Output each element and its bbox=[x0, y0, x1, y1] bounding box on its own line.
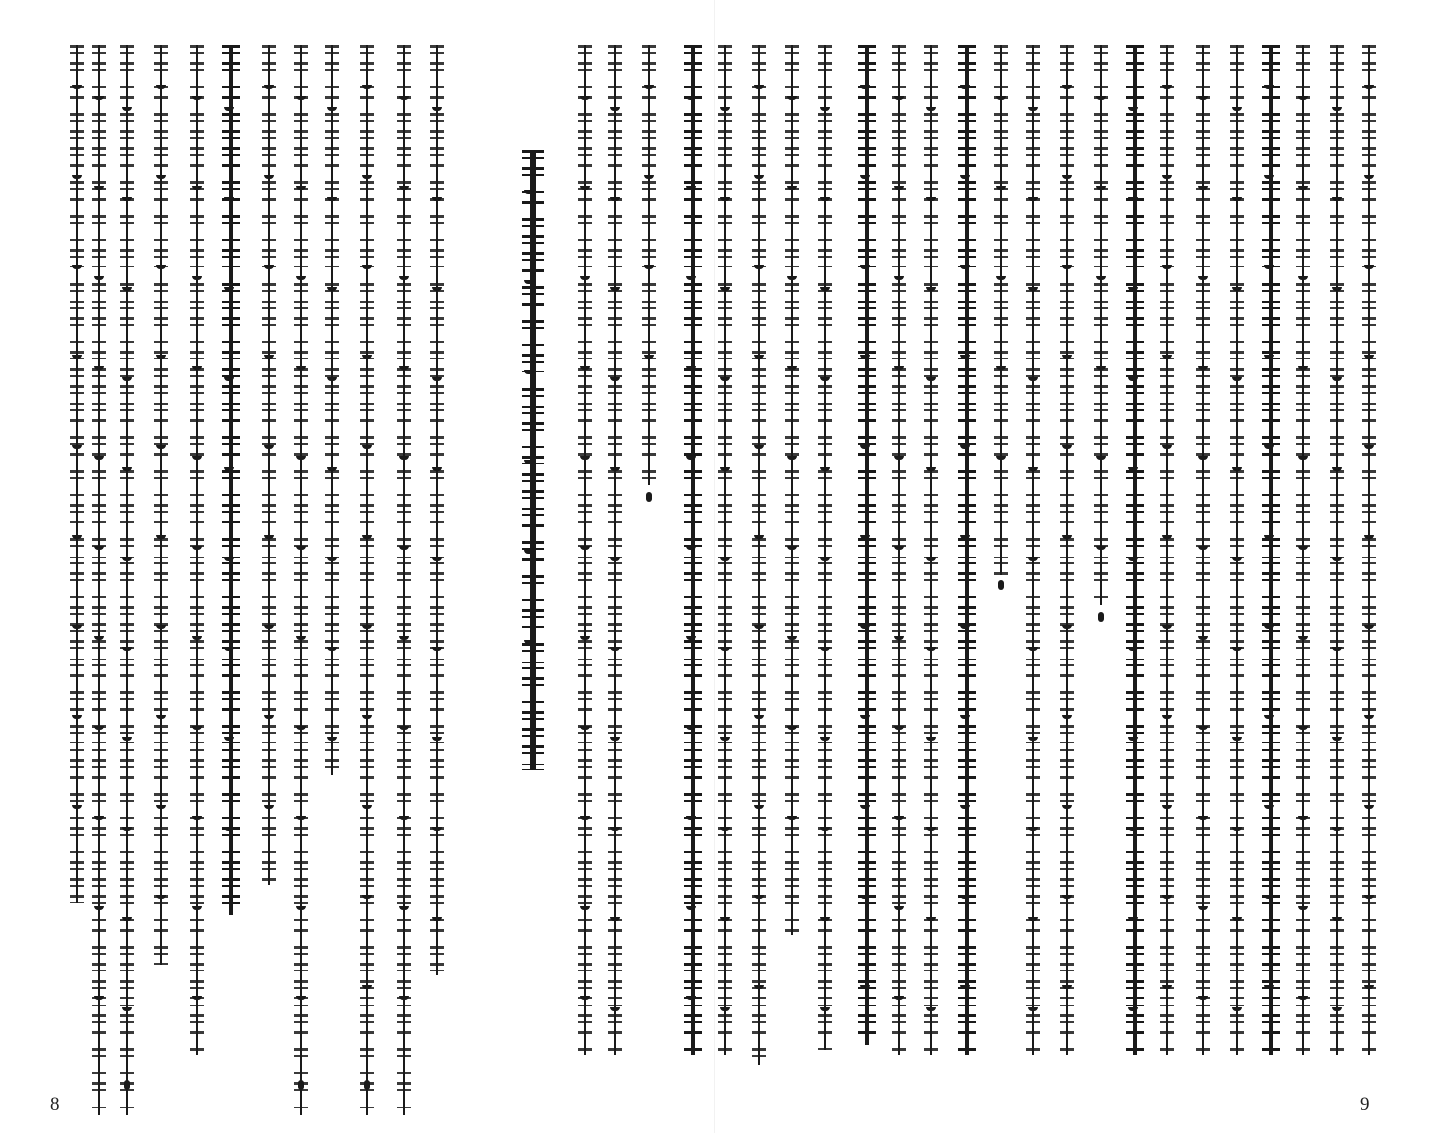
left-page-text-column bbox=[120, 45, 134, 1115]
punctuation-mark bbox=[124, 1080, 130, 1090]
right-page-text-column bbox=[994, 45, 1008, 575]
punctuation-mark bbox=[998, 580, 1004, 590]
right-page-text-column bbox=[1196, 45, 1210, 1055]
right-page-text-column bbox=[1160, 45, 1174, 1055]
right-page-text-column bbox=[1362, 45, 1376, 1055]
script-glyphs bbox=[958, 45, 976, 1055]
punctuation-mark bbox=[1098, 612, 1104, 622]
left-page-text-column bbox=[684, 45, 702, 1055]
script-glyphs bbox=[1296, 45, 1310, 1055]
script-glyphs bbox=[994, 45, 1008, 575]
script-glyphs bbox=[892, 45, 906, 1055]
script-glyphs bbox=[294, 45, 308, 1115]
punctuation-mark bbox=[646, 492, 652, 502]
script-glyphs bbox=[120, 45, 134, 1115]
left-page-text-column bbox=[325, 45, 339, 775]
left-page-text-column bbox=[642, 45, 656, 485]
left-page-text-column bbox=[190, 45, 204, 1055]
script-glyphs bbox=[190, 45, 204, 1055]
right-page-text-column bbox=[892, 45, 906, 1055]
left-page-text-column bbox=[154, 45, 168, 965]
right-page-text-column bbox=[785, 45, 799, 935]
right-page-text-column bbox=[1026, 45, 1040, 1055]
script-glyphs bbox=[397, 45, 411, 1115]
script-glyphs bbox=[1362, 45, 1376, 1055]
left-page-text-column bbox=[262, 45, 276, 885]
left-page-text-column bbox=[294, 45, 308, 1115]
left-page-text-column bbox=[70, 45, 84, 903]
script-glyphs bbox=[154, 45, 168, 965]
right-page-text-column bbox=[818, 45, 832, 1050]
script-glyphs bbox=[325, 45, 339, 775]
script-glyphs bbox=[430, 45, 444, 975]
script-glyphs bbox=[1196, 45, 1210, 1055]
punctuation-mark bbox=[298, 1080, 304, 1090]
right-page-text-column bbox=[1060, 45, 1074, 1055]
script-glyphs bbox=[1262, 45, 1280, 1055]
left-page-text-column bbox=[608, 45, 622, 1055]
script-glyphs bbox=[785, 45, 799, 935]
right-page-text-column bbox=[1126, 45, 1144, 1055]
left-page-text-column bbox=[360, 45, 374, 1115]
right-page-text-column bbox=[1296, 45, 1310, 1055]
page-gutter bbox=[714, 0, 715, 1133]
left-page-text-column bbox=[522, 150, 544, 770]
left-page-text-column bbox=[430, 45, 444, 975]
right-page-text-column bbox=[1094, 45, 1108, 605]
left-page-text-column bbox=[397, 45, 411, 1115]
left-page-text-column bbox=[92, 45, 106, 1115]
script-glyphs bbox=[360, 45, 374, 1115]
right-page-text-column bbox=[1262, 45, 1280, 1055]
right-page-text-column bbox=[958, 45, 976, 1055]
right-page-text-column bbox=[1330, 45, 1344, 1055]
script-glyphs bbox=[684, 45, 702, 1055]
script-glyphs bbox=[222, 45, 240, 915]
punctuation-mark bbox=[364, 1080, 370, 1090]
script-glyphs bbox=[1060, 45, 1074, 1055]
right-page-text-column bbox=[1230, 45, 1244, 1055]
left-page-text-column bbox=[578, 45, 592, 1055]
script-glyphs bbox=[1094, 45, 1108, 605]
script-glyphs bbox=[262, 45, 276, 885]
page-number-right: 9 bbox=[1360, 1094, 1370, 1115]
script-glyphs bbox=[70, 45, 84, 903]
right-page-text-column bbox=[924, 45, 938, 1055]
script-glyphs bbox=[752, 45, 766, 1065]
script-glyphs bbox=[1160, 45, 1174, 1055]
script-glyphs bbox=[92, 45, 106, 1115]
page-number-left: 8 bbox=[50, 1094, 60, 1115]
right-page-text-column bbox=[858, 45, 876, 1045]
left-page-text-column bbox=[222, 45, 240, 915]
right-page-text-column bbox=[752, 45, 766, 1065]
script-glyphs bbox=[818, 45, 832, 1050]
script-glyphs bbox=[578, 45, 592, 1055]
right-page-text-column bbox=[718, 45, 732, 1055]
